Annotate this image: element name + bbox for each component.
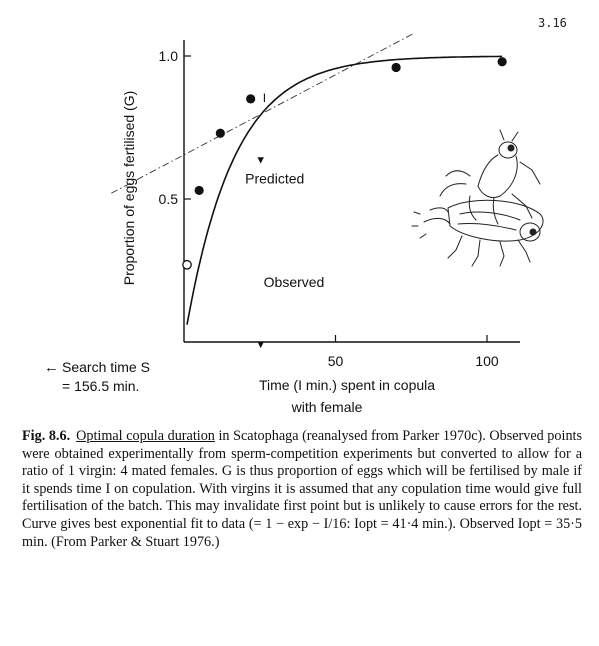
predicted-label: Predicted [245, 170, 305, 187]
caption-label: Fig. 8.6. [22, 428, 71, 444]
figure-caption [22, 428, 582, 551]
y-axis-label: Proportion of eggs fertilised (G) [121, 90, 137, 286]
x-axis-label-line1: Time (I min.) spent in copula [258, 377, 436, 393]
open-data-point [183, 261, 191, 269]
search-time-label: Search time S [62, 359, 150, 375]
y-tick-label: 0.5 [158, 191, 178, 207]
tangent-point-label: I [262, 90, 267, 105]
x-tick-label: 100 [475, 353, 499, 369]
fly-sketch-image [412, 130, 543, 266]
filled-data-point [498, 57, 507, 66]
x-tick-label: 50 [327, 353, 344, 369]
caption-title: Optimal copula duration [76, 428, 215, 444]
page-number: 3.16 [538, 16, 567, 30]
filled-data-point [392, 63, 401, 72]
filled-data-point [246, 94, 255, 103]
fitted-curve [187, 56, 502, 324]
predicted-marker: ▼ [255, 154, 267, 167]
search-time-value: = 156.5 min. [62, 378, 140, 394]
caption-text: in Scatophaga (reanalysed from Parker 1970c). Observed points were obtained experimentally from sperm-competition experiments but converted to allow for a ratio of 1 virgin: 4 mated females. G is thus proportion of eggs which will be fertilised by male if it spends time I on copulation. With virgins it is assumed that any copulation time would give full fertilisation of the batch. This may invalidate first point but is unlikely to cause errors for the rest. Curve gives best exponential fit to data (= 1 − exp − I/16: Iopt = 41·4 min.). Observed Iopt = 35·5 min. (From Parker & Stuart 1976.) [22, 428, 582, 550]
x-axis-label-line2: with female [291, 399, 363, 415]
observed-marker: ▼ [255, 339, 267, 351]
search-time-arrow: ← [44, 359, 59, 376]
filled-data-point [195, 186, 204, 195]
observed-label: Observed [263, 274, 325, 290]
y-tick-label: 1.0 [158, 48, 178, 64]
filled-data-point [216, 129, 225, 138]
